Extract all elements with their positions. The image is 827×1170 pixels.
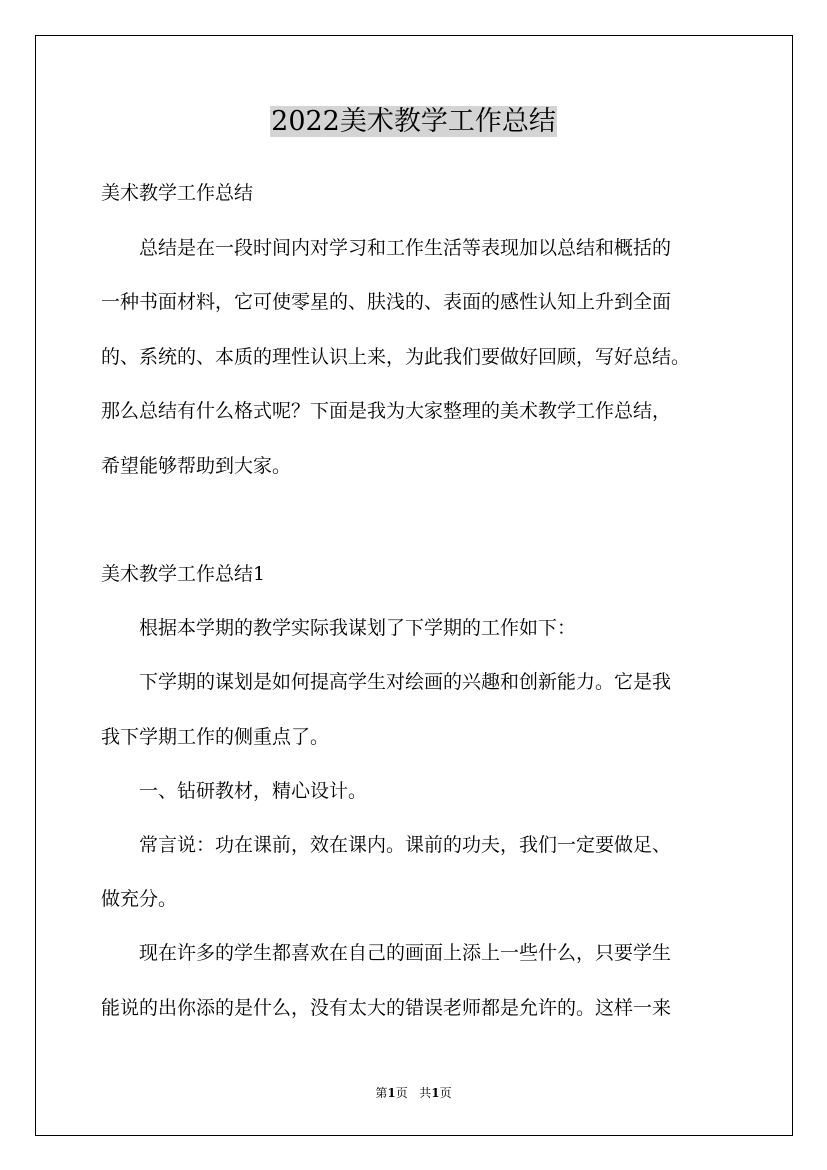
total-pages: 1 bbox=[431, 1086, 440, 1100]
page-prefix: 第 bbox=[375, 1086, 388, 1100]
page-number: 1 bbox=[387, 1086, 396, 1100]
paragraph-line: 根据本学期的教学实际我谋划了下学期的工作如下： bbox=[101, 617, 577, 639]
document-title bbox=[0, 102, 827, 142]
section-heading: 美术教学工作总结1 bbox=[101, 563, 266, 585]
section-heading: 美术教学工作总结 bbox=[101, 182, 254, 204]
title-text: 2022美术教学工作总结 bbox=[271, 106, 556, 137]
paragraph-line: 现在许多的学生都喜欢在自己的画面上添上一些什么，只要学生 bbox=[101, 942, 672, 964]
paragraph-line: 那么总结有什么格式呢？下面是我为大家整理的美术教学工作总结， bbox=[101, 400, 672, 422]
paragraph-line: 下学期的谋划是如何提高学生对绘画的兴趣和创新能力。它是我 bbox=[101, 671, 672, 693]
paragraph-line: 我下学期工作的侧重点了。 bbox=[101, 726, 330, 748]
paragraph-line: 总结是在一段时间内对学习和工作生活等表现加以总结和概括的 bbox=[101, 237, 672, 259]
paragraph-line: 常言说：功在课前，效在课内。课前的功夫，我们一定要做足、 bbox=[101, 834, 672, 856]
page-footer bbox=[0, 1084, 827, 1101]
paragraph-line: 一种书面材料，它可使零星的、肤浅的、表面的感性认知上升到全面 bbox=[101, 291, 672, 313]
total-prefix: 共 bbox=[419, 1086, 432, 1100]
paragraph-line: 做充分。 bbox=[101, 888, 178, 910]
paragraph-line: 能说的出你添的是什么，没有太大的错误老师都是允许的。这样一来 bbox=[101, 997, 672, 1019]
page-suffix: 页 bbox=[395, 1086, 408, 1100]
paragraph-line: 一、钻研教材，精心设计。 bbox=[101, 780, 368, 802]
paragraph-line: 希望能够帮助到大家。 bbox=[101, 455, 292, 477]
paragraph-line: 的、系统的、本质的理性认识上来，为此我们要做好回顾，写好总结。 bbox=[101, 346, 691, 368]
total-suffix: 页 bbox=[439, 1086, 452, 1100]
